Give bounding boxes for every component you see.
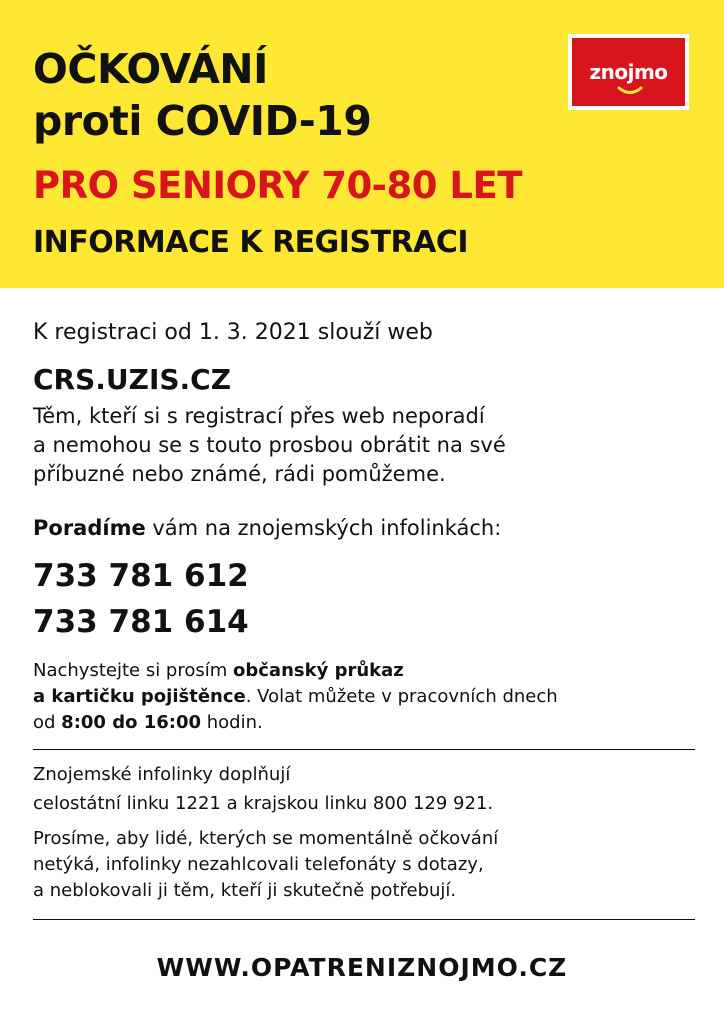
prep-text: od <box>33 712 62 733</box>
advise-line <box>33 513 501 543</box>
request-line: netýká, infolinky nezahlcovali telefonáty s dotazy, <box>33 854 484 875</box>
help-line: příbuzné nebo známé, rádi pomůžeme. <box>33 462 446 486</box>
title-covid: proti COVID-19 <box>33 97 372 145</box>
request-line: Prosíme, aby lidé, kterých se momentálně očkování <box>33 828 499 849</box>
znojmo-logo <box>568 34 689 110</box>
divider <box>33 919 695 920</box>
prep-bold-hours: 8:00 do 16:00 <box>61 712 202 733</box>
subtitle-registration-info: INFORMACE K REGISTRACI <box>33 225 469 260</box>
title-vaccination: OČKOVÁNÍ <box>33 45 268 93</box>
request-line: a neblokovali ji těm, kteří ji skutečně potřebují. <box>33 880 457 901</box>
phone-number-1: 733 781 612 <box>33 558 249 594</box>
prep-bold-id-card: občanský průkaz <box>233 660 404 681</box>
phone-number-2: 733 781 614 <box>33 604 249 640</box>
prep-text: hodin. <box>201 712 263 733</box>
prep-line-2 <box>33 684 558 710</box>
prep-bold-insurance-card: a kartičku pojištěnce <box>33 686 246 707</box>
help-line: Těm, kteří si s registrací přes web neporadí <box>33 404 485 428</box>
divider <box>33 749 695 750</box>
subtitle-seniors: PRO SENIORY 70-80 LET <box>33 164 522 207</box>
help-paragraph <box>33 402 506 489</box>
infoline-paragraph <box>33 762 493 817</box>
registration-intro: K registraci od 1. 3. 2021 slouží web <box>33 320 433 345</box>
header-banner <box>0 0 724 288</box>
info-line: celostátní linku 1221 a krajskou linku 800 129 921. <box>33 793 494 814</box>
prep-line-3 <box>33 710 558 736</box>
info-line: Znojemské infolinky doplňují <box>33 764 291 785</box>
footer-website: WWW.OPATRENIZNOJMO.CZ <box>156 953 568 982</box>
advise-bold: Poradíme <box>33 516 146 540</box>
advise-rest: vám na znojemských infolinkách: <box>145 516 502 540</box>
logo-badge <box>572 38 685 106</box>
preparation-paragraph <box>33 658 558 736</box>
registration-website: CRS.UZIS.CZ <box>33 363 232 396</box>
request-paragraph <box>33 826 498 904</box>
prep-line-1 <box>33 658 558 684</box>
prep-text: Nachystejte si prosím <box>33 660 233 681</box>
logo-smile-icon <box>617 86 643 96</box>
help-line: a nemohou se s touto prosbou obrátit na své <box>33 433 506 457</box>
logo-text: znojmo <box>589 60 668 84</box>
prep-text: . Volat můžete v pracovních dnech <box>245 686 558 707</box>
